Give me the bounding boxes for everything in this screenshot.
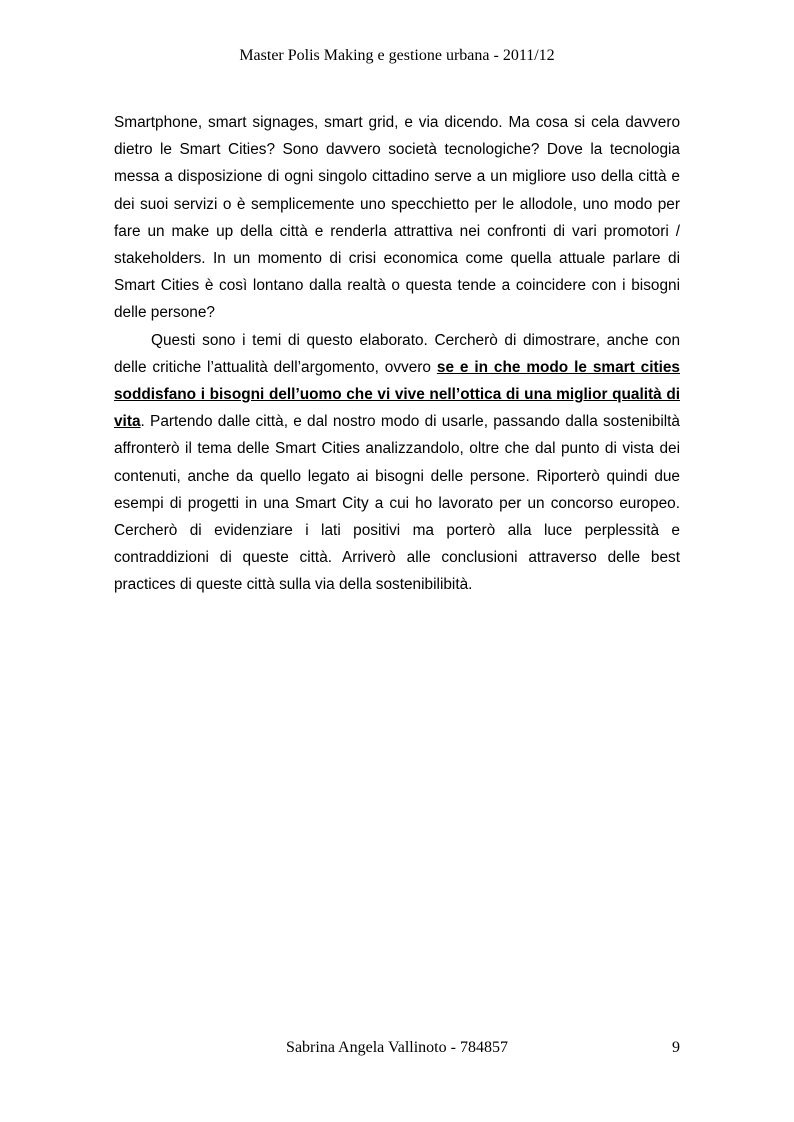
footer-author: Sabrina Angela Vallinoto - 784857 bbox=[286, 1039, 508, 1056]
page-footer bbox=[0, 1038, 794, 1060]
body-text bbox=[114, 109, 680, 599]
header-title: Master Polis Making e gestione urbana - 2011/12 bbox=[239, 47, 555, 64]
paragraph-2-rest: . Partendo dalle città, e dal nostro modo di usarle, passando dalla sostenibiltà affronterò il tema delle Smart Cities analizzandolo, oltre che dal punto di vista dei contenuti, anche da quello legato ai bisogni delle persone. Riporterò quindi due esempi di progetti in una Smart City a cui ho lavorato per un concorso europeo. Cercherò di evidenziare i lati positivi ma porterò alla luce perplessità e contraddizioni di queste città. Arriverò alle conclusioni attraverso delle best practices di queste città sulla via della sostenibilibità. bbox=[114, 413, 680, 594]
page-number: 9 bbox=[672, 1039, 680, 1056]
paragraph-2-emphasis: se e in che modo le smart cities soddisfano i bisogni dell’uomo che vi vive nell’ottica di una miglior qualità di vita bbox=[114, 358, 680, 431]
paragraph-2-intro: Questi sono i temi di questo elaborato. Cercherò di dimostrare, anche con delle critiche l’attualità dell’argomento, ovvero bbox=[114, 331, 680, 376]
page-header bbox=[0, 46, 794, 66]
paragraph-1: Smartphone, smart signages, smart grid, e via dicendo. Ma cosa si cela davvero dietro le Smart Cities? Sono davvero società tecnologiche? Dove la tecnologia messa a disposizione di ogni singolo cittadino serve a un migliore uso della città e dei suoi servizi o è semplicemente uno specchietto per le allodole, uno modo per fare un make up della città e renderla attrattiva nei confronti di vari promotori / stakeholders. In un momento di crisi economica come quella attuale parlare di Smart Cities è così lontano dalla realtà o questa tende a coincidere con i bisogni delle persone? bbox=[114, 114, 680, 322]
paragraph-2 bbox=[114, 327, 680, 599]
